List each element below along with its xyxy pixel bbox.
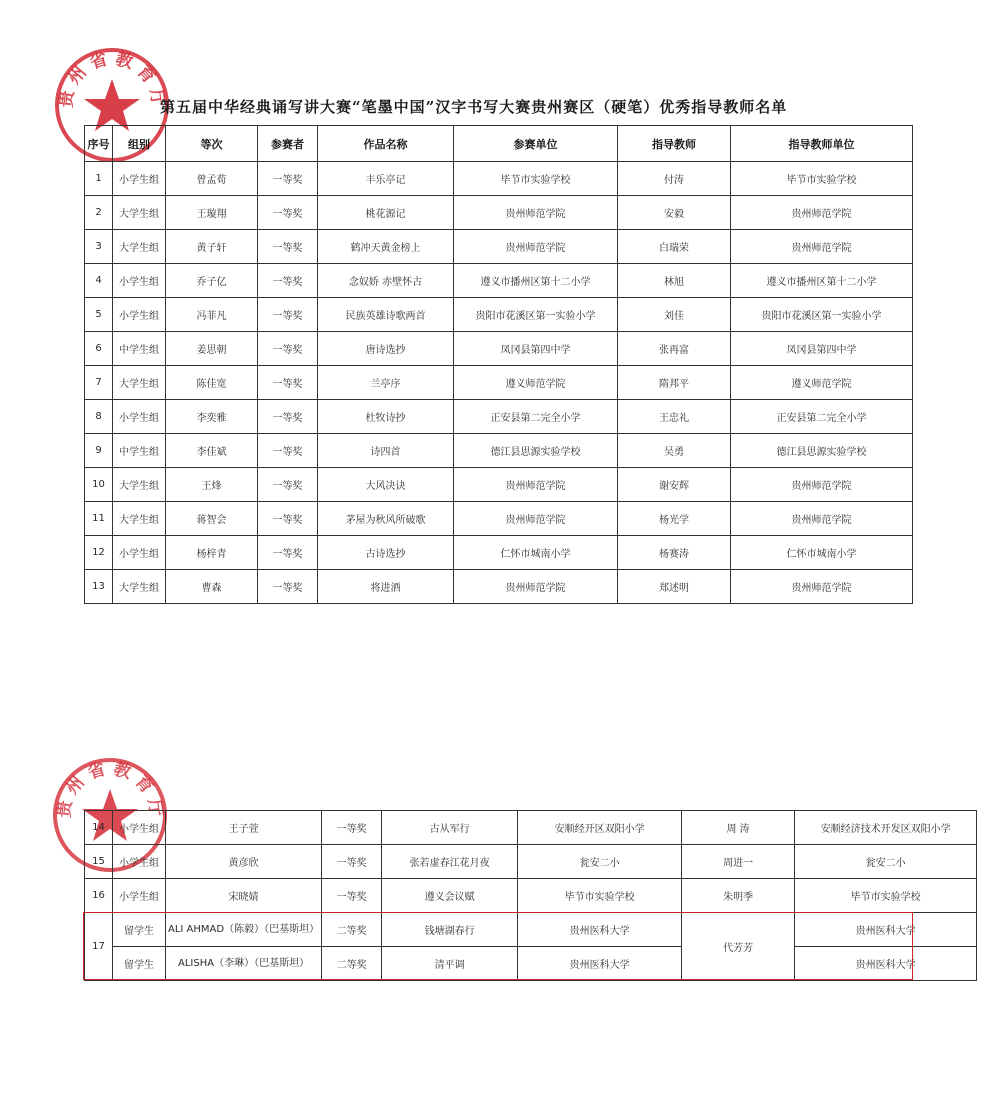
cell-participant: 李奕雅 <box>166 400 258 434</box>
cell-teacher: 隋邦平 <box>618 366 731 400</box>
cell-prize: 二等奖 <box>322 913 382 947</box>
cell-unit: 贵州医科大学 <box>518 947 682 981</box>
header-participant: 参赛者 <box>258 126 318 162</box>
cell-prize: 一等奖 <box>258 468 318 502</box>
cell-teacher: 王忠礼 <box>618 400 731 434</box>
cell-no: 5 <box>85 298 113 332</box>
cell-unit: 遵义师范学院 <box>454 366 618 400</box>
cell-group: 小学生组 <box>113 162 166 196</box>
cell-prize: 一等奖 <box>258 264 318 298</box>
cell-teacher-unit: 贵州师范学院 <box>731 196 913 230</box>
cell-teacher-unit: 正安县第二完全小学 <box>731 400 913 434</box>
header-group: 组别 <box>113 126 166 162</box>
cell-work: 丰乐亭记 <box>318 162 454 196</box>
cell-work: 张若虚春江花月夜 <box>382 845 518 879</box>
cell-no: 12 <box>85 536 113 570</box>
cell-prize: 一等奖 <box>258 536 318 570</box>
cell-participant: 王子萱 <box>166 811 322 845</box>
cell-teacher: 周 涛 <box>682 811 795 845</box>
cell-unit: 遵义市播州区第十二小学 <box>454 264 618 298</box>
cell-group: 小学生组 <box>113 298 166 332</box>
cell-teacher-unit: 贵州师范学院 <box>731 570 913 604</box>
cell-group: 大学生组 <box>113 230 166 264</box>
table-row <box>85 468 913 502</box>
cell-participant: 乔子亿 <box>166 264 258 298</box>
cell-teacher-unit: 毕节市实验学校 <box>795 879 977 913</box>
cell-work: 茅屋为秋风所破歌 <box>318 502 454 536</box>
cell-teacher: 吴勇 <box>618 434 731 468</box>
cell-unit: 德江县思源实验学校 <box>454 434 618 468</box>
svg-text:贵 州 省 教 育 厅: 贵 州 省 教 育 厅 <box>56 49 168 109</box>
cell-no: 7 <box>85 366 113 400</box>
cell-group: 大学生组 <box>113 468 166 502</box>
cell-participant: 冯菲凡 <box>166 298 258 332</box>
cell-group: 小学生组 <box>113 811 166 845</box>
cell-teacher-unit: 仁怀市城南小学 <box>731 536 913 570</box>
cell-work: 古诗选抄 <box>318 536 454 570</box>
cell-work: 古从军行 <box>382 811 518 845</box>
cell-teacher: 安毅 <box>618 196 731 230</box>
table-row <box>85 196 913 230</box>
document-title: 第五届中华经典诵写讲大赛“笔墨中国”汉字书写大赛贵州赛区（硬笔）优秀指导教师名单 <box>160 98 788 116</box>
cell-participant: 陈佳宽 <box>166 366 258 400</box>
cell-teacher-unit: 瓮安二小 <box>795 845 977 879</box>
cell-prize: 一等奖 <box>258 230 318 264</box>
cell-group: 小学生组 <box>113 879 166 913</box>
cell-unit: 贵州师范学院 <box>454 468 618 502</box>
cell-participant: 曾孟荀 <box>166 162 258 196</box>
table-row <box>85 366 913 400</box>
cell-work: 鹤冲天黄金榜上 <box>318 230 454 264</box>
cell-participant: 曹森 <box>166 570 258 604</box>
table-row <box>85 570 913 604</box>
cell-no: 13 <box>85 570 113 604</box>
cell-unit: 贵州师范学院 <box>454 502 618 536</box>
table-row <box>85 434 913 468</box>
cell-teacher: 林旭 <box>618 264 731 298</box>
cell-group: 大学生组 <box>113 196 166 230</box>
table-row <box>85 879 977 913</box>
cell-work: 诗四首 <box>318 434 454 468</box>
cell-prize: 二等奖 <box>322 947 382 981</box>
cell-participant: 宋晓婧 <box>166 879 322 913</box>
cell-participant: 黄子轩 <box>166 230 258 264</box>
cell-prize: 一等奖 <box>258 570 318 604</box>
cell-group: 中学生组 <box>113 332 166 366</box>
header-work: 作品名称 <box>318 126 454 162</box>
table-row <box>85 845 977 879</box>
cell-work: 遵义会议赋 <box>382 879 518 913</box>
table-row <box>85 811 977 845</box>
svg-text:贵 州 省 教 育 厅: 贵 州 省 教 育 厅 <box>54 759 166 819</box>
cell-unit: 安顺经开区双阳小学 <box>518 811 682 845</box>
header-unit: 参赛单位 <box>454 126 618 162</box>
cell-work: 将进酒 <box>318 570 454 604</box>
cell-group: 留学生 <box>113 913 166 947</box>
cell-no: 16 <box>85 879 113 913</box>
cell-participant: 王璇翔 <box>166 196 258 230</box>
cell-participant: 蒋智会 <box>166 502 258 536</box>
cell-group: 小学生组 <box>113 536 166 570</box>
cell-prize: 一等奖 <box>258 502 318 536</box>
cell-unit: 毕节市实验学校 <box>518 879 682 913</box>
cell-teacher-unit: 贵州师范学院 <box>731 502 913 536</box>
cell-unit: 贵州师范学院 <box>454 230 618 264</box>
cell-participant: 姜思朝 <box>166 332 258 366</box>
cell-no: 10 <box>85 468 113 502</box>
table-row <box>85 536 913 570</box>
cell-no: 6 <box>85 332 113 366</box>
cell-teacher: 周进一 <box>682 845 795 879</box>
table-row <box>85 264 913 298</box>
cell-teacher: 付涛 <box>618 162 731 196</box>
cell-group: 小学生组 <box>113 400 166 434</box>
awards-table-continued <box>84 810 977 981</box>
header-prize: 等次 <box>166 126 258 162</box>
cell-no: 14 <box>85 811 113 845</box>
awards-table <box>84 125 913 604</box>
table-row-17b <box>85 947 977 981</box>
table-row <box>85 298 913 332</box>
cell-group: 大学生组 <box>113 570 166 604</box>
cell-work: 桃花源记 <box>318 196 454 230</box>
cell-unit: 凤冈县第四中学 <box>454 332 618 366</box>
cell-no: 3 <box>85 230 113 264</box>
cell-unit: 正安县第二完全小学 <box>454 400 618 434</box>
cell-work: 念奴娇 赤壁怀古 <box>318 264 454 298</box>
cell-prize: 一等奖 <box>258 332 318 366</box>
cell-prize: 一等奖 <box>322 811 382 845</box>
cell-work: 唐诗选抄 <box>318 332 454 366</box>
cell-participant: ALI AHMAD（陈毅）（巴基斯坦） <box>166 913 322 947</box>
cell-teacher: 郑述明 <box>618 570 731 604</box>
cell-teacher-unit: 贵州医科大学 <box>795 913 977 947</box>
cell-no: 4 <box>85 264 113 298</box>
cell-teacher-unit: 毕节市实验学校 <box>731 162 913 196</box>
cell-teacher: 代芳芳 <box>682 913 795 981</box>
cell-no: 2 <box>85 196 113 230</box>
cell-teacher-unit: 德江县思源实验学校 <box>731 434 913 468</box>
cell-participant: ALISHA（李琳）（巴基斯坦） <box>166 947 322 981</box>
cell-teacher-unit: 安顺经济技术开发区双阳小学 <box>795 811 977 845</box>
cell-no: 8 <box>85 400 113 434</box>
cell-teacher: 杨光学 <box>618 502 731 536</box>
cell-work: 清平调 <box>382 947 518 981</box>
header-teacher-unit: 指导教师单位 <box>731 126 913 162</box>
table-row <box>85 230 913 264</box>
table-header-row <box>85 126 913 162</box>
cell-teacher-unit: 贵州师范学院 <box>731 230 913 264</box>
cell-teacher: 白瑞荣 <box>618 230 731 264</box>
cell-work: 大风决诀 <box>318 468 454 502</box>
cell-participant: 王烽 <box>166 468 258 502</box>
cell-prize: 一等奖 <box>258 162 318 196</box>
cell-prize: 一等奖 <box>258 196 318 230</box>
cell-group: 大学生组 <box>113 502 166 536</box>
cell-teacher-unit: 贵阳市花溪区第一实验小学 <box>731 298 913 332</box>
cell-work: 钱塘湖春行 <box>382 913 518 947</box>
cell-teacher-unit: 贵州医科大学 <box>795 947 977 981</box>
cell-no: 17 <box>85 913 113 981</box>
header-teacher: 指导教师 <box>618 126 731 162</box>
cell-group: 中学生组 <box>113 434 166 468</box>
cell-teacher: 谢安辉 <box>618 468 731 502</box>
cell-teacher: 张再富 <box>618 332 731 366</box>
cell-group: 大学生组 <box>113 366 166 400</box>
cell-teacher: 杨赛涛 <box>618 536 731 570</box>
cell-teacher-unit: 遵义师范学院 <box>731 366 913 400</box>
cell-teacher-unit: 遵义市播州区第十二小学 <box>731 264 913 298</box>
cell-prize: 一等奖 <box>322 879 382 913</box>
table-row-17a <box>85 913 977 947</box>
cell-teacher: 刘佳 <box>618 298 731 332</box>
cell-participant: 黄彦欣 <box>166 845 322 879</box>
cell-work: 杜牧诗抄 <box>318 400 454 434</box>
cell-teacher-unit: 贵州师范学院 <box>731 468 913 502</box>
cell-prize: 一等奖 <box>322 845 382 879</box>
header-no: 序号 <box>85 126 113 162</box>
cell-unit: 贵州医科大学 <box>518 913 682 947</box>
cell-unit: 瓮安二小 <box>518 845 682 879</box>
cell-work: 兰亭序 <box>318 366 454 400</box>
cell-unit: 贵州师范学院 <box>454 570 618 604</box>
cell-group: 留学生 <box>113 947 166 981</box>
cell-prize: 一等奖 <box>258 400 318 434</box>
cell-work: 民族英雄诗歌两首 <box>318 298 454 332</box>
cell-prize: 一等奖 <box>258 434 318 468</box>
table-row <box>85 332 913 366</box>
cell-group: 小学生组 <box>113 845 166 879</box>
cell-no: 1 <box>85 162 113 196</box>
cell-group: 小学生组 <box>113 264 166 298</box>
cell-teacher: 朱明季 <box>682 879 795 913</box>
cell-unit: 贵州师范学院 <box>454 196 618 230</box>
cell-participant: 李佳斌 <box>166 434 258 468</box>
cell-participant: 杨梓青 <box>166 536 258 570</box>
cell-unit: 毕节市实验学校 <box>454 162 618 196</box>
cell-no: 15 <box>85 845 113 879</box>
cell-prize: 一等奖 <box>258 298 318 332</box>
cell-no: 11 <box>85 502 113 536</box>
cell-prize: 一等奖 <box>258 366 318 400</box>
table-row <box>85 502 913 536</box>
table-row <box>85 162 913 196</box>
cell-no: 9 <box>85 434 113 468</box>
cell-unit: 仁怀市城南小学 <box>454 536 618 570</box>
table-row <box>85 400 913 434</box>
cell-unit: 贵阳市花溪区第一实验小学 <box>454 298 618 332</box>
cell-teacher-unit: 凤冈县第四中学 <box>731 332 913 366</box>
